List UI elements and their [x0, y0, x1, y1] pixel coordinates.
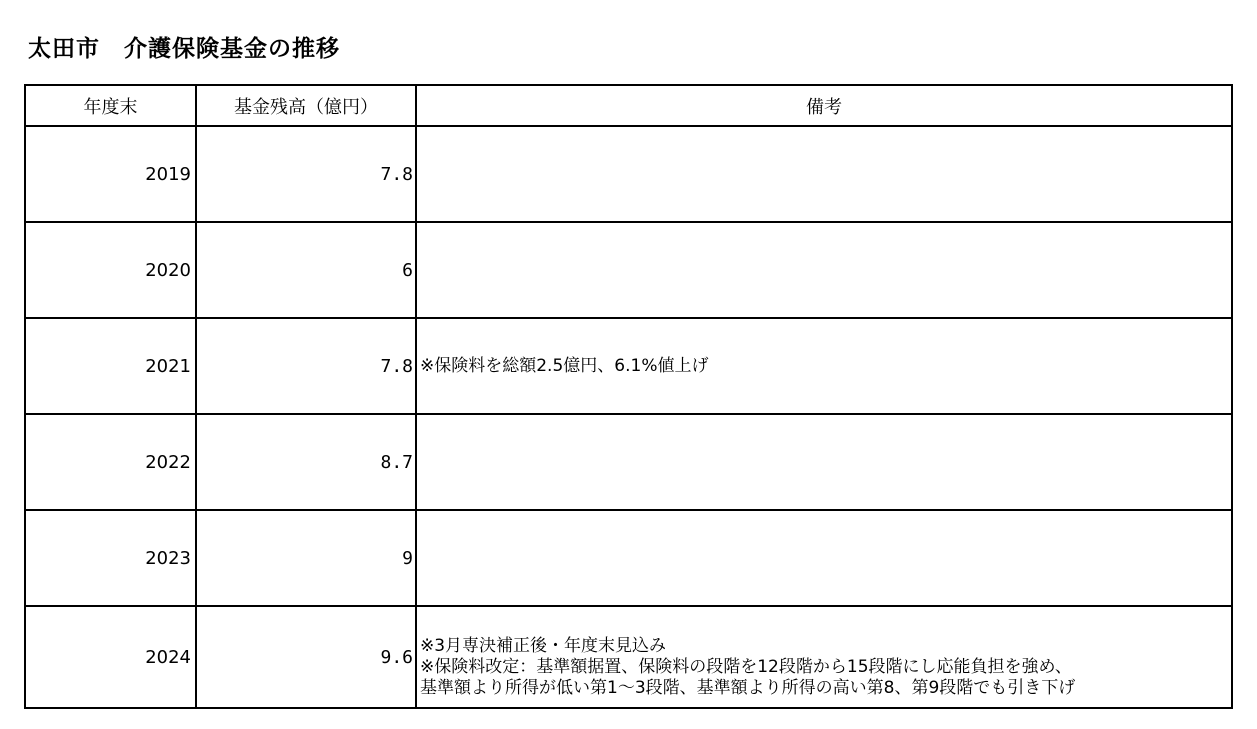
cell-balance: 6	[196, 222, 416, 318]
cell-year: 2020	[25, 222, 196, 318]
cell-note: ※3月専決補正後・年度末見込み ※保険料改定：基準額据置、保険料の段階を12段階から15段階にし応能負担を強め、 基準額より所得が低い第1～3段階、基準額より所得の高い第8、第9段階でも引き下げ	[416, 606, 1232, 708]
table-row	[25, 606, 1232, 708]
table-header-row	[25, 85, 1232, 126]
header-note: 備考	[416, 85, 1232, 126]
cell-year: 2023	[25, 510, 196, 606]
cell-note: ※保険料を総額2.5億円、6.1%値上げ	[416, 318, 1232, 414]
cell-note	[416, 126, 1232, 222]
cell-year: 2024	[25, 606, 196, 708]
table-row	[25, 510, 1232, 606]
fund-table	[24, 84, 1233, 709]
cell-balance: 7.8	[196, 318, 416, 414]
cell-balance: 9	[196, 510, 416, 606]
cell-year: 2021	[25, 318, 196, 414]
page-title: 太田市 介護保険基金の推移	[28, 36, 340, 62]
table-row	[25, 318, 1232, 414]
cell-year: 2022	[25, 414, 196, 510]
cell-note	[416, 222, 1232, 318]
cell-note	[416, 510, 1232, 606]
cell-balance: 7.8	[196, 126, 416, 222]
cell-balance: 9.6	[196, 606, 416, 708]
table-row	[25, 222, 1232, 318]
table-row	[25, 414, 1232, 510]
cell-note	[416, 414, 1232, 510]
cell-balance: 8.7	[196, 414, 416, 510]
table-row	[25, 126, 1232, 222]
header-year: 年度末	[25, 85, 196, 126]
cell-year: 2019	[25, 126, 196, 222]
header-balance: 基金残高（億円）	[196, 85, 416, 126]
